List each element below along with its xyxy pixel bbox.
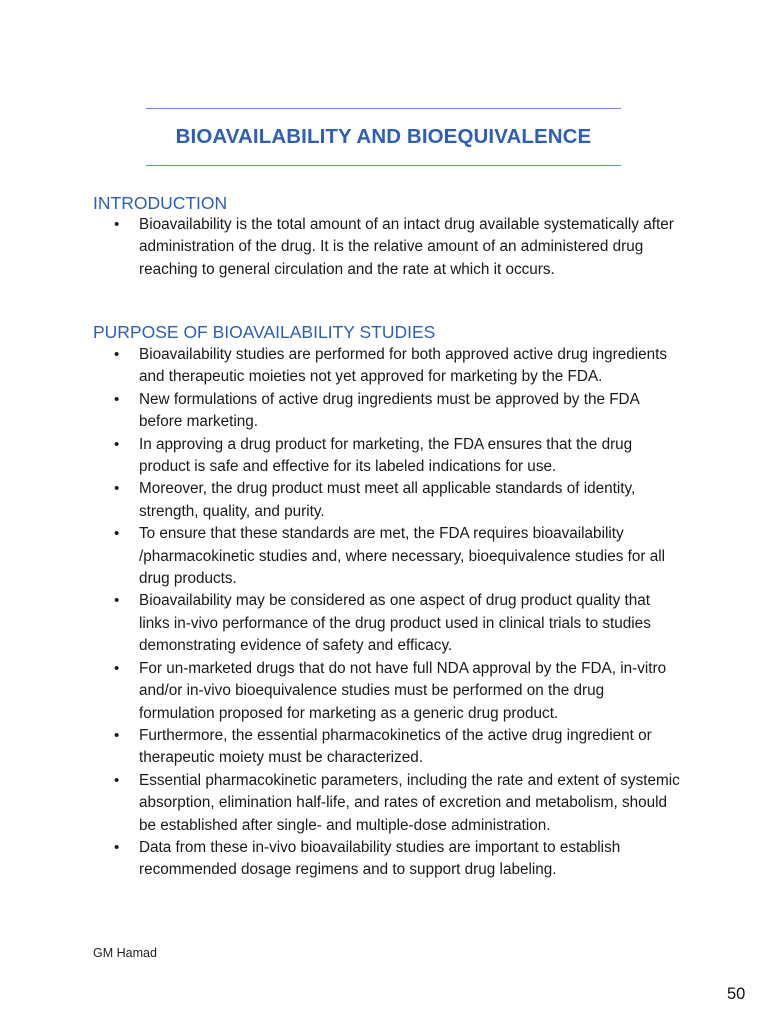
list-item-text: To ensure that these standards are met, the FDA requires bioavailability /pharmacokinetic studies and, where necessary, bioequivalence studies for all drug products. <box>139 525 666 588</box>
bullet-icon: • <box>114 346 120 363</box>
title-bottom-rule <box>146 165 621 166</box>
list-item-text: Data from these in-vivo bioavailability studies are important to establish recommended dosage regimens and to support drug labeling. <box>139 838 621 879</box>
list-item-text: Bioavailability is the total amount of an intact drug available systematically after administration of the drug. It is the relative amount of an administered drug reaching to general circulation and the rate at which it occurs. <box>139 216 674 278</box>
bullet-icon: • <box>114 726 120 744</box>
bullet-icon: • <box>114 480 120 498</box>
list-item-text: For un-marketed drugs that do not have full NDA approval by the FDA, in-vitro and/or in-vivo bioequivalence studies must be performed on the drug formulation proposed for marketing as a generic drug product. <box>139 659 667 722</box>
list-item-text: New formulations of active drug ingredients must be approved by the FDA before marketing. <box>139 390 639 431</box>
bullet-icon: • <box>114 838 120 856</box>
list-item-text: Furthermore, the essential pharmacokinetics of the active drug ingredient or therapeutic moiety must be characterized. <box>139 726 652 767</box>
purpose-bullet-list <box>93 344 683 882</box>
list-item-text: Bioavailability studies are performed for both approved active drug ingredients and therapeutic moieties not yet approved for marketing by the FDA. <box>139 346 668 386</box>
section-heading-introduction: INTRODUCTION <box>93 193 228 213</box>
list-item <box>93 725 683 770</box>
bullet-icon: • <box>114 435 120 453</box>
list-item <box>93 434 683 479</box>
section-heading-purpose: PURPOSE OF BIOAVAILABILITY STUDIES <box>93 322 436 342</box>
bullet-icon: • <box>114 592 120 610</box>
list-item <box>93 837 683 882</box>
list-item-text: Moreover, the drug product must meet all applicable standards of identity, strength, quality, and purity. <box>139 480 636 520</box>
page-number: 50 <box>727 985 746 1003</box>
list-item <box>93 389 683 434</box>
document-title: BIOAVAILABILITY AND BIOEQUIVALENCE <box>175 125 592 148</box>
list-item <box>93 344 683 389</box>
footer-author: GM Hamad <box>93 946 157 960</box>
list-item-text: Bioavailability may be considered as one aspect of drug product quality that links in-vivo performance of the drug product used in clinical trials to studies demonstrating evidence of safety and efficacy. <box>139 592 651 655</box>
bullet-icon: • <box>114 216 120 233</box>
list-item <box>93 658 683 725</box>
introduction-bullet-list <box>93 214 683 281</box>
list-item-text: In approving a drug product for marketing, the FDA ensures that the drug product is safe and effective for its labeled indications for use. <box>139 435 633 476</box>
bullet-icon: • <box>114 659 120 677</box>
bullet-icon: • <box>114 771 120 789</box>
bullet-icon: • <box>114 390 120 408</box>
list-item <box>93 523 683 590</box>
title-block <box>146 108 621 166</box>
bullet-icon: • <box>114 525 120 543</box>
list-item <box>93 478 683 523</box>
list-item <box>93 214 683 281</box>
list-item <box>93 590 683 657</box>
list-item <box>93 770 683 837</box>
list-item-text: Essential pharmacokinetic parameters, including the rate and extent of systemic absorption, elimination half-life, and rates of excretion and metabolism, should be established after single- and multiple-dose administration. <box>139 771 680 834</box>
